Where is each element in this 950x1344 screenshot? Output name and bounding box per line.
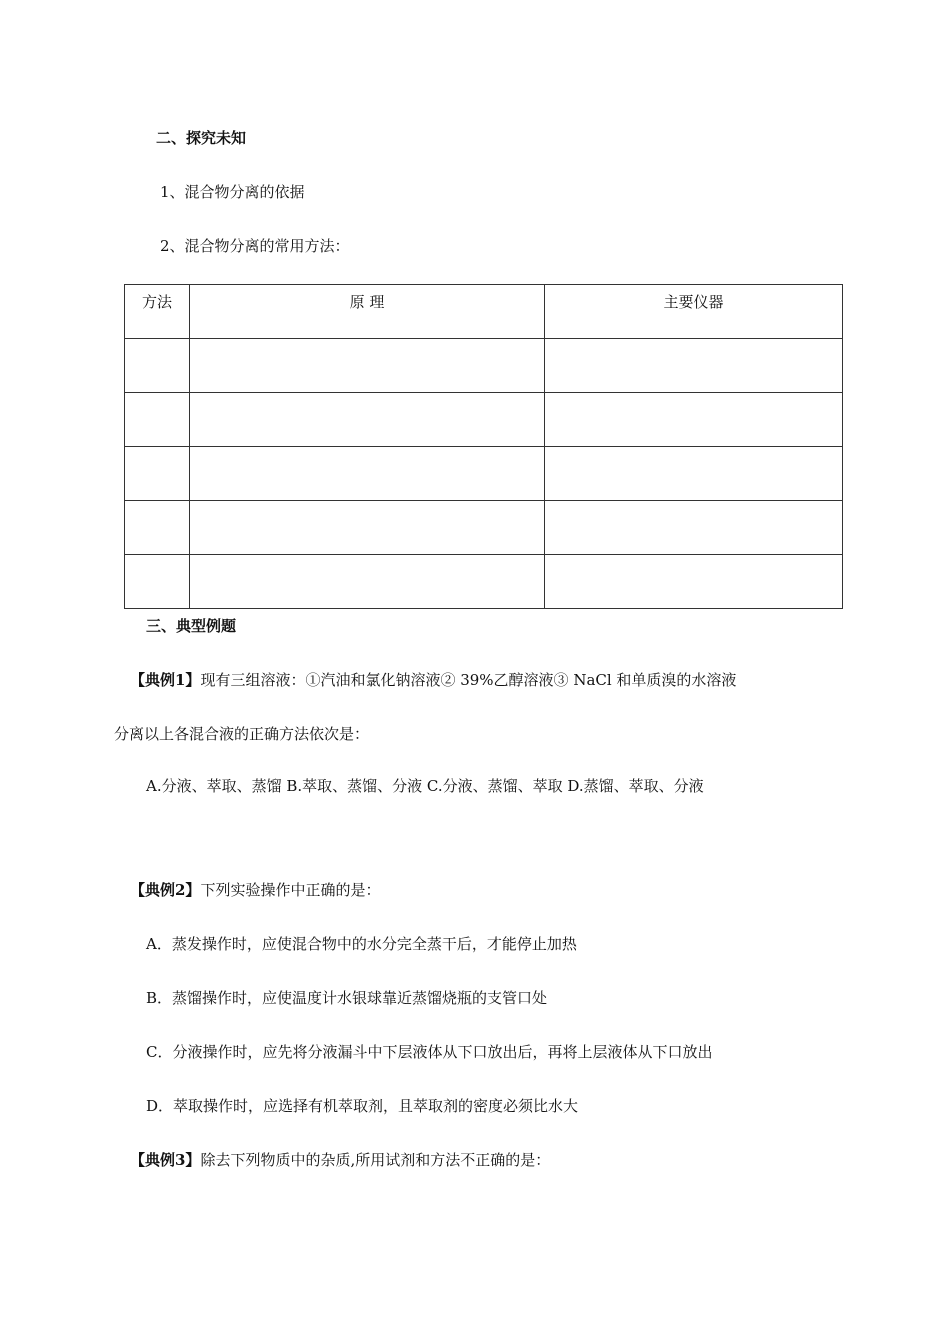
example1-tag: 【典例1】 [130, 671, 201, 689]
table-cell[interactable] [545, 555, 843, 609]
table-row [125, 339, 843, 393]
example2-option-d: D．萃取操作时，应选择有机萃取剂，且萃取剂的密度必须比水大 [146, 1097, 579, 1115]
separation-methods-table [124, 284, 843, 609]
example2-question [130, 880, 380, 900]
table-cell[interactable] [545, 501, 843, 555]
header-method: 方法 [125, 285, 190, 339]
table-row [125, 501, 843, 555]
table-cell[interactable] [545, 447, 843, 501]
table-cell[interactable] [545, 339, 843, 393]
example2-tag: 【典例2】 [130, 881, 201, 899]
example1-options: A.分液、萃取、蒸馏 B.萃取、蒸馏、分液 C.分液、蒸馏、萃取 D.蒸馏、萃取、分液 [146, 777, 704, 795]
table-cell[interactable] [190, 339, 545, 393]
example1-question [130, 670, 736, 690]
example1-text: 现有三组溶液：①汽油和氯化钠溶液② 39%乙醇溶液③ NaCl 和单质溴的水溶液 [200, 671, 737, 689]
table-cell[interactable] [190, 555, 545, 609]
table-cell[interactable] [125, 339, 190, 393]
section-heading-examples: 三、典型例题 [146, 617, 237, 635]
table-cell[interactable] [545, 393, 843, 447]
example2-option-a: A．蒸发操作时，应使混合物中的水分完全蒸干后，才能停止加热 [146, 935, 577, 953]
item-separation-methods: 2、混合物分离的常用方法： [160, 237, 350, 255]
item-separation-basis: 1、混合物分离的依据 [160, 183, 305, 201]
header-instruments: 主要仪器 [545, 285, 843, 339]
table-cell[interactable] [125, 501, 190, 555]
example3-tag: 【典例3】 [130, 1151, 201, 1169]
table-cell[interactable] [190, 501, 545, 555]
example3-text: 除去下列物质中的杂质,所用试剂和方法不正确的是： [200, 1151, 551, 1169]
example1-question-cont: 分离以上各混合液的正确方法依次是： [114, 725, 370, 743]
example3-question [130, 1150, 550, 1170]
table-cell[interactable] [125, 447, 190, 501]
table-cell[interactable] [190, 447, 545, 501]
table-row [125, 447, 843, 501]
example2-option-b: B．蒸馏操作时，应使温度计水银球靠近蒸馏烧瓶的支管口处 [146, 989, 548, 1007]
section-heading-explore: 二、探究未知 [156, 129, 247, 147]
example2-text: 下列实验操作中正确的是： [200, 881, 381, 899]
table-cell[interactable] [125, 555, 190, 609]
table-row [125, 555, 843, 609]
example2-option-c: C．分液操作时，应先将分液漏斗中下层液体从下口放出后，再将上层液体从下口放出 [146, 1043, 713, 1061]
table-cell[interactable] [125, 393, 190, 447]
header-principle: 原 理 [190, 285, 545, 339]
table-row [125, 393, 843, 447]
table-cell[interactable] [190, 393, 545, 447]
table-header-row [125, 285, 843, 339]
